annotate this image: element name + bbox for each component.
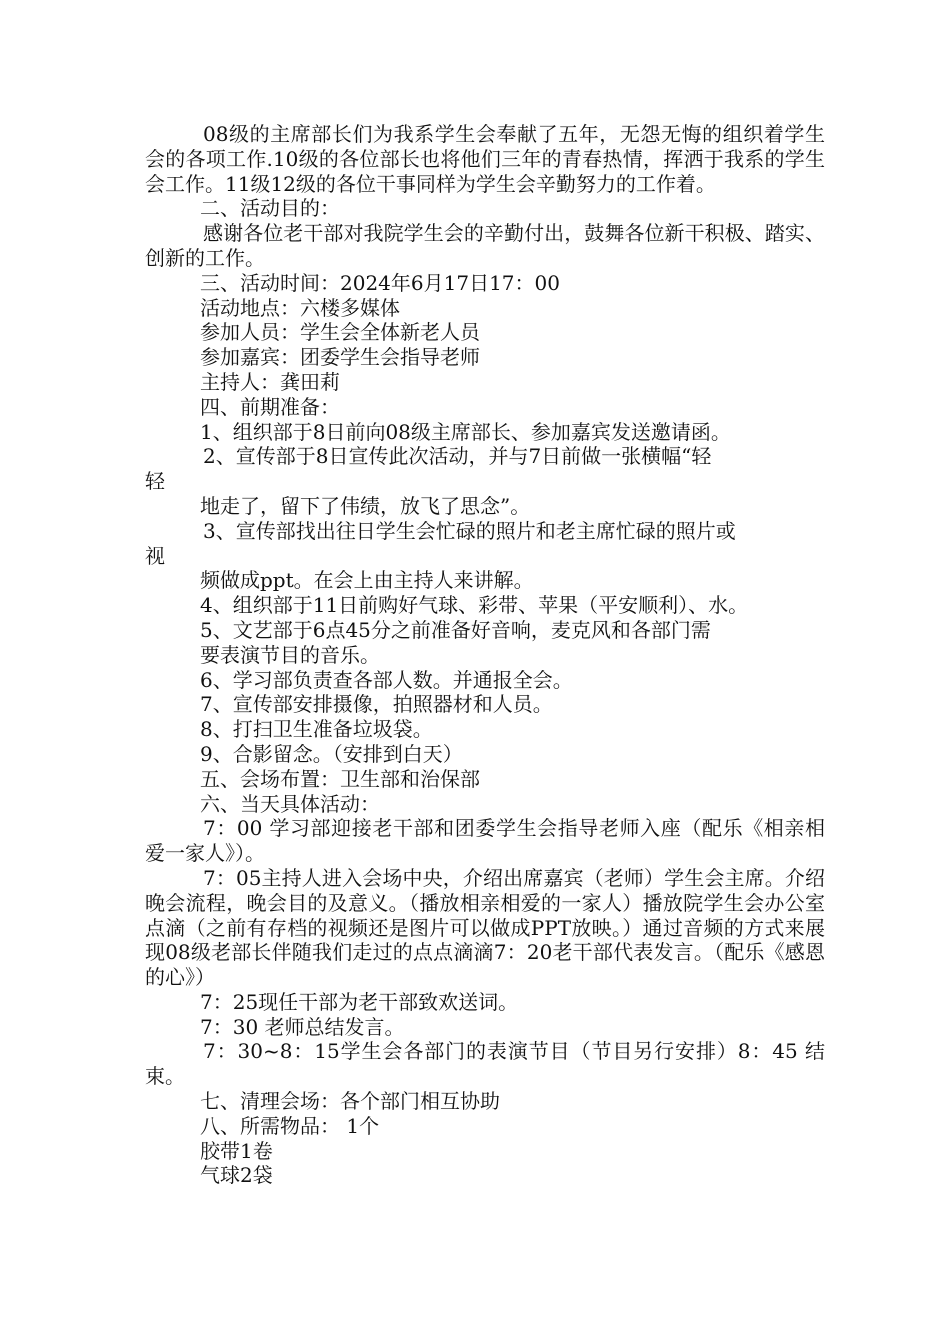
prep-item-5: 5、文艺部于6点45分之前准备好音响，麦克风和各部门需 bbox=[200, 617, 711, 642]
purpose-paragraph: 感谢各位老干部对我院学生会的辛勤付出，鼓舞各位新干积极、踏实、创新的工作。 bbox=[145, 221, 825, 270]
section-heading-purpose: 二、活动目的： bbox=[200, 196, 340, 221]
section-heading-cleanup: 七、清理会场：各个部门相互协助 bbox=[200, 1089, 500, 1114]
prep-item-2: 2、宣传部于8日宣传此次活动，并与7日前做一张横幅“轻 bbox=[203, 444, 712, 469]
prep-item-3-cont: 频做成ppt。在会上由主持人来讲解。 bbox=[200, 568, 534, 593]
section-heading-schedule: 六、当天具体活动： bbox=[200, 791, 380, 816]
prep-item-1: 1、组织部于8日前向08级主席部长、参加嘉宾发送邀请函。 bbox=[200, 419, 731, 444]
section-heading-preparation: 四、前期准备： bbox=[200, 394, 340, 419]
prep-item-5-cont: 要表演节目的音乐。 bbox=[200, 642, 380, 667]
guests: 参加嘉宾：团委学生会指导老师 bbox=[200, 345, 480, 370]
schedule-item-performances: 7：30~8：15学生会各部门的表演节目（节目另行安排）8：45 结束。 bbox=[145, 1039, 825, 1089]
intro-paragraph: 08级的主席部长们为我系学生会奉献了五年，无怨无悔的组织着学生会的各项工作.10级的各位部长也将他们三年的青春热情，挥洒于我系的学生会工作。11级12级的各位干事同样为学生会辛勤努力的工作着。 bbox=[145, 122, 825, 196]
section-heading-supplies: 八、所需物品： 1个 bbox=[200, 1113, 380, 1138]
activity-location: 活动地点：六楼多媒体 bbox=[200, 295, 400, 320]
prep-item-8: 8、打扫卫生准备垃圾袋。 bbox=[200, 717, 433, 742]
prep-item-3-wrap: 视 bbox=[145, 543, 165, 568]
prep-item-2-wrap: 轻 bbox=[145, 469, 165, 494]
schedule-item-700: 7：00 学习部迎接老干部和团委学生会指导老师入座（配乐《相亲相爱一家人》）。 bbox=[145, 816, 825, 866]
section-heading-time: 三、活动时间：2024年6月17日17：00 bbox=[200, 270, 560, 295]
supply-balloons: 气球2袋 bbox=[200, 1163, 273, 1188]
section-heading-venue: 五、会场布置：卫生部和治保部 bbox=[200, 766, 480, 791]
document-page bbox=[145, 122, 825, 1188]
prep-item-9: 9、合影留念。（安排到白天） bbox=[200, 741, 463, 766]
prep-item-7: 7、宣传部安排摄像，拍照器材和人员。 bbox=[200, 692, 553, 717]
prep-item-4: 4、组织部于11日前购好气球、彩带、苹果（平安顺利）、水。 bbox=[200, 593, 749, 618]
schedule-item-725: 7：25现任干部为老干部致欢送词。 bbox=[200, 989, 519, 1014]
prep-item-3: 3、宣传部找出往日学生会忙碌的照片和老主席忙碌的照片或 bbox=[203, 518, 736, 543]
prep-item-2-cont: 地走了，留下了伟绩，放飞了思念”。 bbox=[200, 493, 531, 518]
supply-tape: 胶带1卷 bbox=[200, 1138, 273, 1163]
schedule-item-705: 7：05主持人进入会场中央，介绍出席嘉宾（老师）学生会主席。介绍晚会流程，晚会目的及意义。（播放相亲相爱的一家人）播放院学生会办公室点滴（之前有存档的视频还是图片可以做成PPT放映。）通过音频的方式来展现08级老部长伴随我们走过的点点滴滴7：20老干部代表发言。（配乐《感恩的心》） bbox=[145, 865, 825, 990]
participants: 参加人员：学生会全体新老人员 bbox=[200, 320, 480, 345]
prep-item-6: 6、学习部负责查各部人数。并通报全会。 bbox=[200, 667, 573, 692]
host: 主持人：龚田莉 bbox=[200, 369, 340, 394]
schedule-item-730: 7：30 老师总结发言。 bbox=[200, 1014, 405, 1039]
